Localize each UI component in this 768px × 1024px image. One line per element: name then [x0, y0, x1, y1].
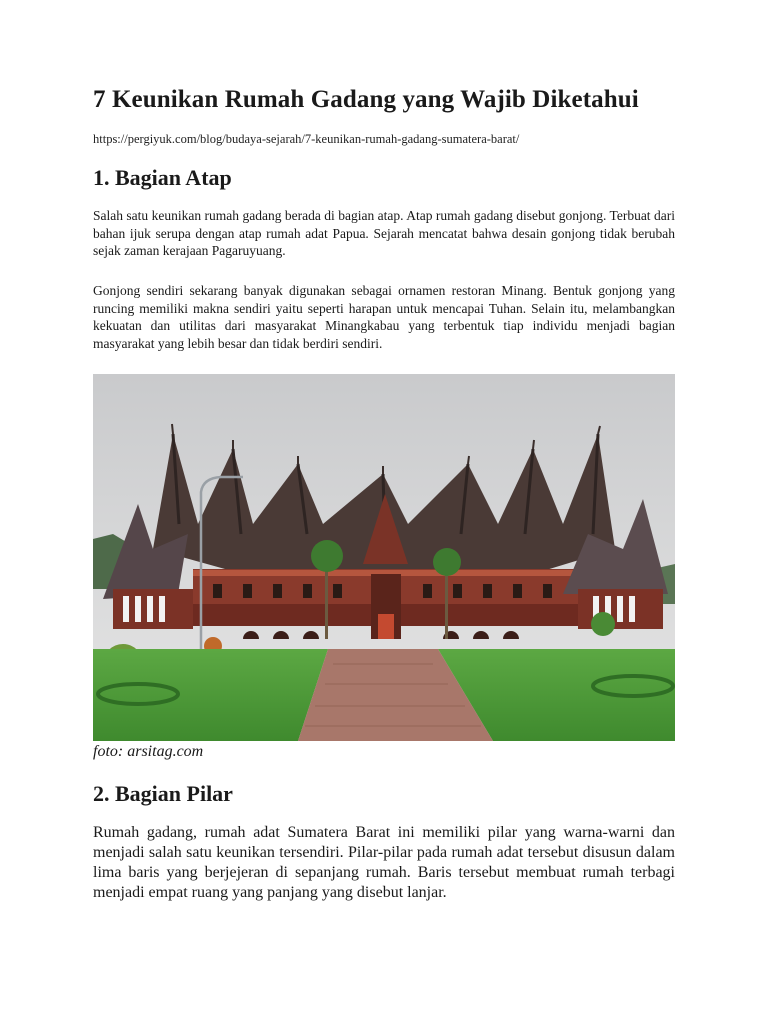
paragraph-pilar-1: Rumah gadang, rumah adat Sumatera Barat ini memiliki pilar yang warna-warni dan menjadi salah satu keunikan tersendiri. Pilar-pilar pada rumah adat tersebut disusun dalam lima baris yang berjejeran di sepanjang rumah. Baris tersebut membuat rumah terbagi menjadi empat ruang yang panjang yang disebut lanjar. — [93, 824, 675, 901]
page-title: 7 Keunikan Rumah Gadang yang Wajib Diketahui — [93, 86, 639, 113]
lawn-left — [93, 649, 328, 741]
rumah-gadang-photo — [93, 374, 675, 741]
section-heading-atap: 1. Bagian Atap — [93, 165, 232, 190]
paragraph-atap-2: Gonjong sendiri sekarang banyak digunakan sebagai ornamen restoran Minang. Bentuk gonjong yang runcing memiliki makna sendiri yaitu seperti harapan untuk mencapai Tuhan. Selain itu, melambangkan kekuatan dan utilitas dari masyarakat Minangkabau yang terbentuk tiap individu menjadi bagian masyarakat yang lebih besar dan tidak berdiri sendiri. — [93, 283, 675, 351]
photo-caption: foto: arsitag.com — [93, 743, 204, 760]
source-link[interactable]: https://pergiyuk.com/blog/budaya-sejarah/7-keunikan-rumah-gadang-sumatera-barat/ — [93, 132, 520, 146]
paragraph-atap-1: Salah satu keunikan rumah gadang berada di bagian atap. Atap rumah gadang disebut gonjong. Terbuat dari bahan ijuk serupa dengan atap rumah adat Papua. Sejarah mencatat bahwa desain gonjong tidak berubah sejak zaman kerajaan Pagaruyuang. — [93, 208, 675, 258]
section-heading-pilar: 2. Bagian Pilar — [93, 781, 233, 806]
